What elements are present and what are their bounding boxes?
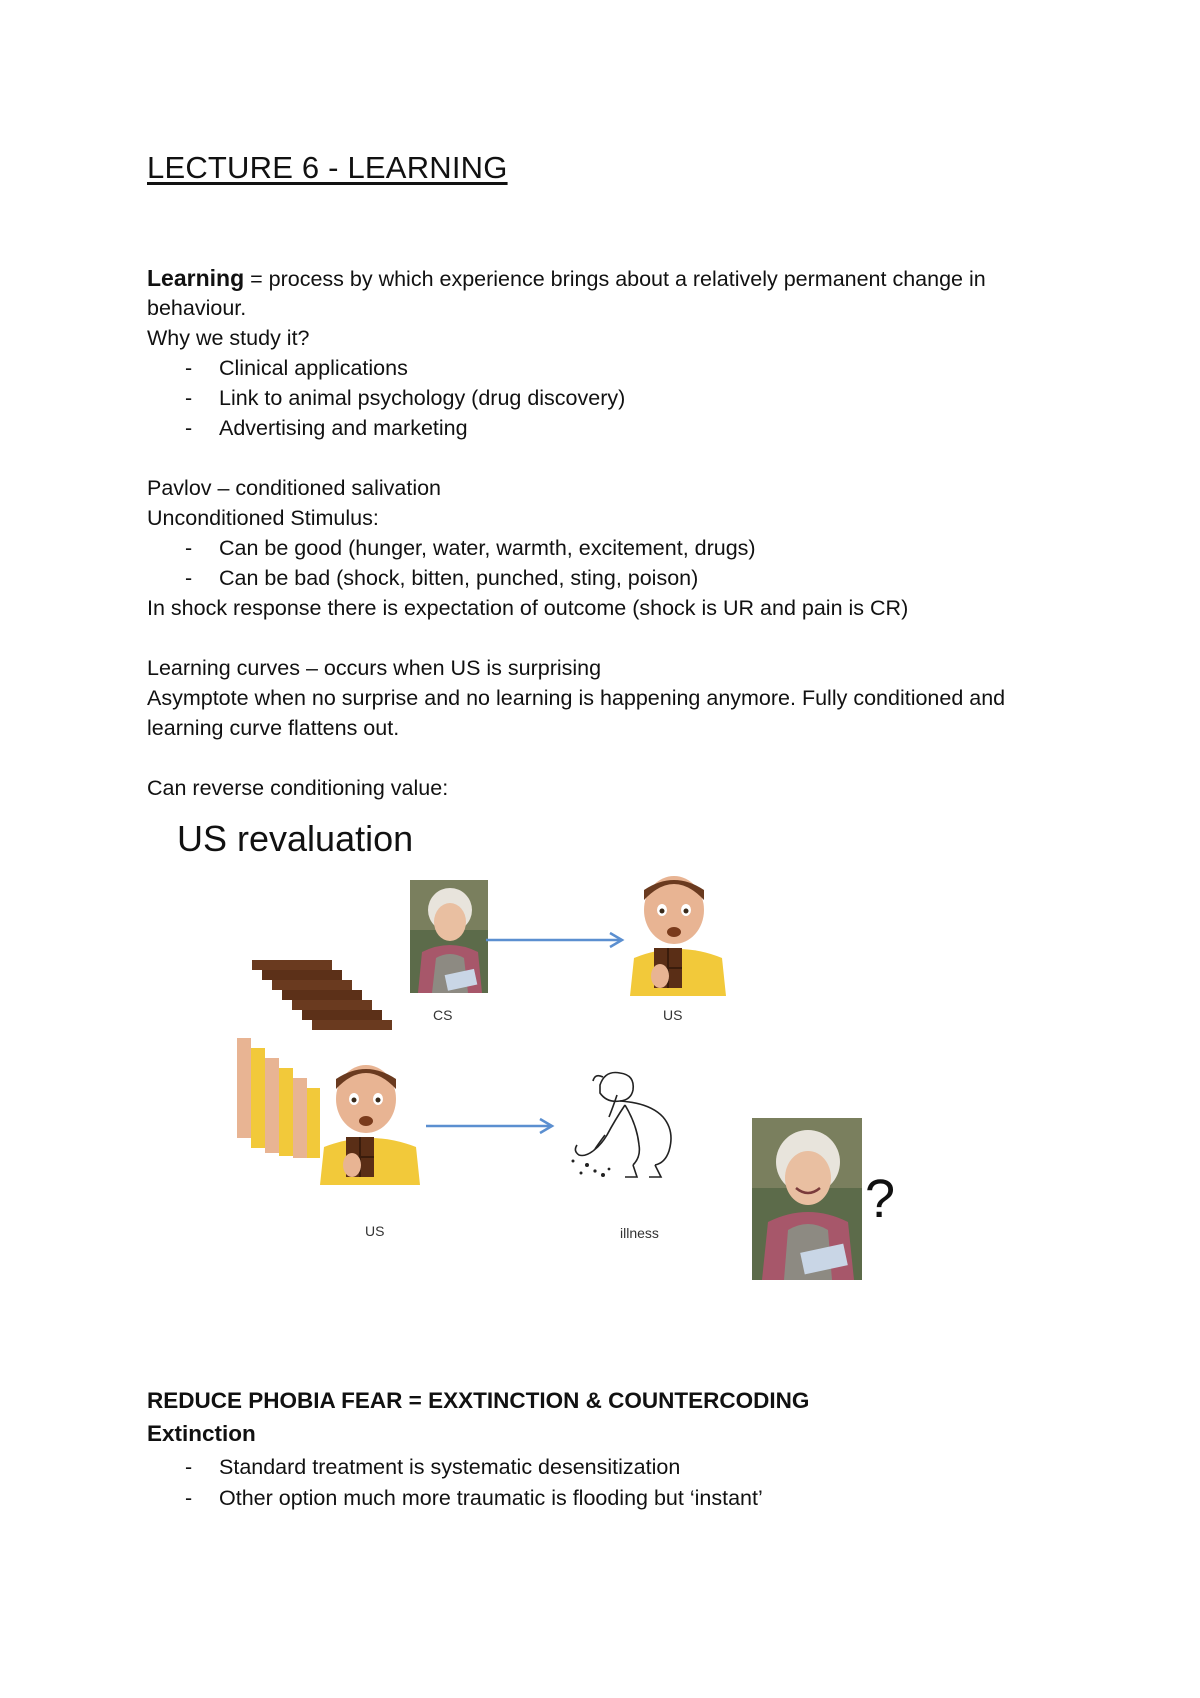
boy-photo-us-stack-front [320,1055,420,1185]
page-title: LECTURE 6 - LEARNING [147,150,508,185]
grandma-image [752,1118,862,1280]
pavlov-line: Pavlov – conditioned salivation [147,476,442,500]
curves-line: Learning curves – occurs when US is surprising [147,656,602,680]
why-item: - Clinical applications [185,356,408,380]
question-mark: ? [865,1169,896,1229]
definition-line [147,263,986,294]
definition-text: = process by which experience brings about a relatively permanent change in [244,267,986,291]
extinction-item: - Other option much more traumatic is flooding but ‘instant’ [185,1486,763,1510]
boy-photo-us [630,870,726,996]
illness-caption: illness [620,1225,659,1241]
definition-continuation: behaviour. [147,296,247,320]
arrow-icon [486,930,632,950]
boy-chocolate-image [630,870,726,996]
shock-line: In shock response there is expectation of outcome (shock is UR and pain is CR) [147,596,909,620]
arrow-icon [426,1116,562,1136]
extinction-heading: Extinction [147,1421,256,1446]
asymptote-line: Asymptote when no surprise and no learning is happening anymore. Fully conditioned and [147,686,1006,710]
illness-sketch-icon [565,1065,690,1185]
boy-chocolate-image [320,1055,420,1185]
grandma-photo-revalued [752,1118,862,1280]
asymptote-line-cont: learning curve flattens out. [147,716,400,740]
why-item: - Link to animal psychology (drug discovery) [185,386,626,410]
us-revaluation-figure [0,810,1200,1290]
reverse-line: Can reverse conditioning value: [147,776,449,800]
phobia-heading: REDUCE PHOBIA FEAR = EXXTINCTION & COUNTERCODING [147,1388,810,1413]
us-item: - Can be good (hunger, water, warmth, excitement, drugs) [185,536,756,560]
cs-caption: CS [433,1007,453,1023]
figure-title: US revaluation [177,818,414,859]
extinction-item: - Standard treatment is systematic desensitization [185,1455,681,1479]
definition-term: Learning [147,265,245,291]
us-caption-bottom: US [365,1223,385,1239]
us-caption-top: US [663,1007,683,1023]
us-heading: Unconditioned Stimulus: [147,506,379,530]
us-item: - Can be bad (shock, bitten, punched, sting, poison) [185,566,699,590]
why-item: - Advertising and marketing [185,416,468,440]
why-heading: Why we study it? [147,326,310,350]
